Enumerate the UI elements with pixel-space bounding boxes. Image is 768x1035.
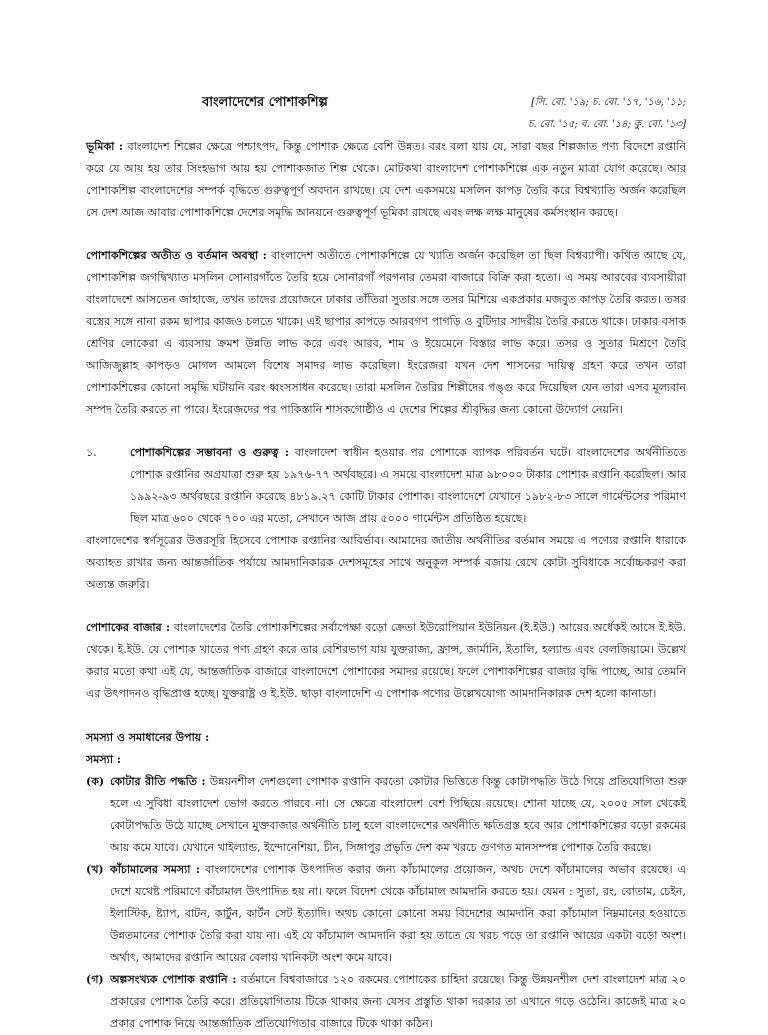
title-row — [86, 92, 686, 114]
page-title: বাংলাদেশের পোশাকশিল্প — [202, 95, 328, 110]
problem-item-text: বর্তমানে বিশ্ববাজারে ১২০ রকমের পোশাকের চাহিদা রয়েছে। কিন্তু উন্নয়নশীল দেশ বাংলাদেশ মাত্র ২০ প্রকারের পোশাক তৈরি করে। প্রতিযোগিতায় টিকে থাকার জন্য যেসব প্রস্তুতি থাকা দরকার তা এখানে গড়ে ওঠেনি। কাজেই মাত্র ২০ প্রকার পোশাক নিয়ে আন্তর্জাতিক প্রতিযোগিতার বাজারে টিকে থাকা কঠিন। — [110, 973, 686, 1030]
problem-item-text: বাংলাদেশের পোশাক উৎপাদিত করার জন্য কাঁচামালের প্রয়োজন, অথচ দেশে কাঁচামালের অভাব রয়েছে। এ দেশে যথেষ্ট পরিমাণে কাঁচামাল উৎপাদিত হয় না। ফলে বিদেশ থেকে কাঁচামাল আমদানি করতে হয়। যেমন : সুতা, রং, বোতাম, চেইন, ইলাস্টিক, ষ্ট্যাপ, বাটন, কার্টুন, কার্টন সেট ইত্যাদি। অথচ কোনো কোনো সময় বিদেশের আমদানি করা কাঁচামাল নিম্নমানের হওয়াতে উন্নতমানের পোশাক তৈরি করা যায় না। এই যে কাঁচামাল আমদানি করা হয় তাতে যে খরচ পড়ে তা রপ্তানি আয়ের একটা বড়ো অংশ। অর্থাৎ, আমাদের রপ্তানি আয়ের বেলায় খানিকটা অংশ কমে যাবে। — [110, 863, 686, 964]
market-text: বাংলাদেশের তৈরি পোশাকশিল্পের সর্বাপেক্ষা বড়ো ক্রেতা ইউরোপিয়ান ইউনিয়ন (ই.ইউ.) আয়ের অর্ধেকই আসে ই.ইউ. থেকে। ই.ইউ. যে পোশাক খাতের পণ্য গ্রহণ করে তার বেশিরভাগ যায় যুক্তরাজ্য, ফ্রান্স, জার্মানি, ইতালি, হল্যান্ড এবং বেলজিয়ামে। উল্লেখ করার মতো কথা এই যে, আন্তর্জাতিক বাজারে বাংলাদেশে পোশাকের সমাদর রয়েছে। ফলে পোশাকশিল্পের বাজার বৃদ্ধি পাচ্ছে, আর তেমনি এর উৎপাদনও বৃদ্ধিপ্রাপ্ত হচ্ছে। যুক্তরাষ্ট্র ও ই.ইউ. ছাড়া বাংলাদেশি এ পোশাক পণ্যের উল্লেখযোগ্য আমদানিকারক দেশ হলো কানাডা। — [86, 621, 686, 700]
intro-paragraph — [86, 136, 686, 224]
problem-item-label: (ক) — [86, 775, 105, 788]
problem-item-label: (গ) — [86, 973, 104, 986]
market-paragraph — [86, 617, 686, 705]
problem-item-label: (খ) — [86, 863, 104, 876]
intro-text: বাংলাদেশ শিল্পের ক্ষেত্রে পশ্চাৎপদ, কিন্তু পোশাক ক্ষেত্রে বেশি উন্নত। বরং বলা যায় যে, সারা বছর শিল্পজাত পণ্য বিদেশে রপ্তানি করে যে আয় হয় তার সিংহভাগ আয় হয় পোশাকজাত শিল্প থেকে। মোটকথা বাংলাদেশ পোশাকশিল্পে এক নতুন মাত্রা যোগ করেছে। আর পোশাকশিল্প বাংলাদেশের সম্পর্ক বৃদ্ধিতে গুরুত্বপূর্ণ অবদান রাখছে। যে দেশ একসময়ে মসলিন কাপড় তৈরি করে বিশ্বখ্যাতি অর্জন করেছিল সে দেশ আজ আবার পোশাকশিল্পে দেশের সমৃদ্ধি আনয়নে গুরুত্বপূর্ণ ভূমিকা রাখছে এবং লক্ষ লক্ষ মানুষের কর্মসংস্থান করছে। — [86, 140, 686, 219]
past-present-text: বাংলাদেশ অতীতে পোশাকশিল্পে যে খ্যাতি অর্জন করেছিল তা ছিল বিশ্বব্যাপী। কথিত আছে যে, পোশাকশিল্প জগদ্বিখ্যাত মসলিন সোনারগাঁতে তৈরি হয়ে সোনারগাঁ পরগনার তেমরা বাজারে বিক্রি করা হতো। এ সময় আরবের ব্যবসায়ীরা বাংলাদেশে আসতেন জাহাজে, তখন তাদের প্রয়োজনে ঢাকার তাঁতিরা সুতার সঙ্গে তসর মিশিয়ে একপ্রকার মজবুত কাপড় তৈরি করত। তসর বস্ত্রের সঙ্গে নানা রকম ছাপার কাজও চলতে থাকে। এই ছাপার কাপড়ে আরবগণ পাগড়ি ও বুটিদার সাদরীয় তৈরি করতে থাকে। ঢাকার বসাক শ্রেণির লোকেরা এ ব্যবসায় ক্রমশ উন্নতি লাভ করে এবং আরব, শাম ও ইয়েমেনে বিস্তার লাভ করে। তসর ও সুতার মিশ্রণে তৈরি আজিজুল্লাহ কাপড়ও মোগল আমলে বিশেষ সমাদর লাভ করেছিল। ইংরেজরা যখন দেশ শাসনের দায়িত্ব গ্রহণ করে তখন তারা পোশাকশিল্পের কোনো সমৃদ্ধি ঘটায়নি বরং ধ্বংসসাধন করেছে। তারা মসলিন তৈরির শিল্পীদের পঙ্গু করে দিয়েছিল যেন তারা এসব মূল্যবান সম্পদ তৈরি করতে না পারে। ইংরেজদের পর পাকিস্তানি শাসকগোষ্ঠীও এ দেশের শিল্পের শ্রীবৃদ্ধির জন্য কোনো উদ্যোগ নেয়নি। — [86, 249, 686, 416]
potential-text: বাংলাদেশ স্বাধীন হওয়ার পর পোশাকে ব্যাপক পরিবর্তন ঘটে। বাংলাদেশের অর্থনীতিতে পোশাক রপ্তানির অগ্রযাত্রা শুরু হয় ১৯৭৬-৭৭ অর্থবছরে। এ সময়ে বাংলাদেশ মাত্র ৯৮০০০ টাকার পোশাক রপ্তানি করেছিল। আর ১৯৯২-৯৩ অর্থবছরে রপ্তানি করেছে ৪৮১৯.২৭ কোটি টাকার পোশাক। বাংলাদেশে যেখানে ১৯৮২-৮৩ সালে গার্মেন্টসের পরিমাণ ছিল মাত্র ৬০০ থেকে ৭০০ এর মতো, সেখানে আজ প্রায় ৫০০০ গার্মেন্টস প্রতিষ্ঠিত হয়েছে। — [130, 446, 686, 525]
problem-item-heading: কাঁচামালের সমস্যা : — [110, 863, 200, 876]
problem-item-quota — [86, 771, 686, 859]
document-page — [86, 92, 686, 1035]
potential-heading: পোশাকশিল্পের সম্ভাবনা ও গুরুত্ব : — [130, 446, 289, 459]
past-present-heading: পোশাকশিল্পের অতীত ও বর্তমান অবস্থা : — [86, 249, 267, 262]
intro-heading: ভূমিকা : — [86, 140, 124, 153]
potential-number: ১. — [86, 446, 97, 459]
problems-subheading: সমস্যা : — [86, 753, 121, 766]
market-heading: পোশাকের বাজার : — [86, 621, 171, 634]
past-present-paragraph — [86, 245, 686, 421]
problem-item-heading: অল্পসংখ্যক পোশাক রপ্তানি : — [110, 973, 237, 986]
board-reference-line-2: চ. বো. '১৫; ব. বো. '১৪; কু. বো. '১৩] — [528, 119, 686, 130]
board-reference-line-1: [সি. বো. '১৯; চ. বো. '১৭, '১৬, '১১; — [531, 97, 686, 108]
problem-item-raw-material — [86, 859, 686, 969]
potential-paragraph — [86, 442, 686, 530]
problems-heading: সমস্যা ও সমাধানের উপায় : — [86, 731, 210, 744]
problem-item-text: উন্নয়নশীল দেশগুলো পোশাক রপ্তানি করতো কোটার ভিত্তিতে কিন্তু কোটাপদ্ধতি উঠে গিয়ে প্রতিযোগিতা শুরু হলে এ সুবিধা বাংলাদেশ ভোগ করতে পারবে না। সে ক্ষেত্রে বাংলাদেশ বেশ পিছিয়ে রয়েছে। শোনা যাচ্ছে যে, ২০০৫ সাল থেকেই কোটাপদ্ধতি উঠে যাচ্ছে সেখানে মুক্তবাজার অর্থনীতি চালু হলে বাংলাদেশের অর্থনীতি ক্ষতিগ্রস্ত হবে আর পোশাকশিল্পের বড়ো রকমের আয় কমে যাবে। যেখানে থাইল্যান্ড, ইন্দোনেশিয়া, চীন, সিঙ্গাপুর প্রভৃতি দেশ কম খরচে গুণগত মানসম্পন্ন পোশাক তৈরি করছে। — [110, 775, 687, 854]
potential-follow-paragraph: বাংলাদেশের স্বর্ণসূত্রের উত্তরসূরি হিসেবে পোশাক রপ্তানির আবির্ভাব। আমাদের জাতীয় অর্থনীতির বর্তমান সময়ে এ পণ্যের রপ্তানি ধারাকে অব্যাহত রাখার জন্য আন্তর্জাতিক পর্যায়ে আমদানিকারক দেশসমূহের সাথে অনুকূল সম্পর্ক বজায় রেখে কোটা সুবিধাকে সর্বোচ্চকরণ করা অত্যন্ত জরুরি। — [86, 534, 686, 591]
problem-item-heading: কোটার রীতি পদ্ধতি : — [110, 775, 206, 788]
problem-item-few-exports — [86, 969, 686, 1035]
